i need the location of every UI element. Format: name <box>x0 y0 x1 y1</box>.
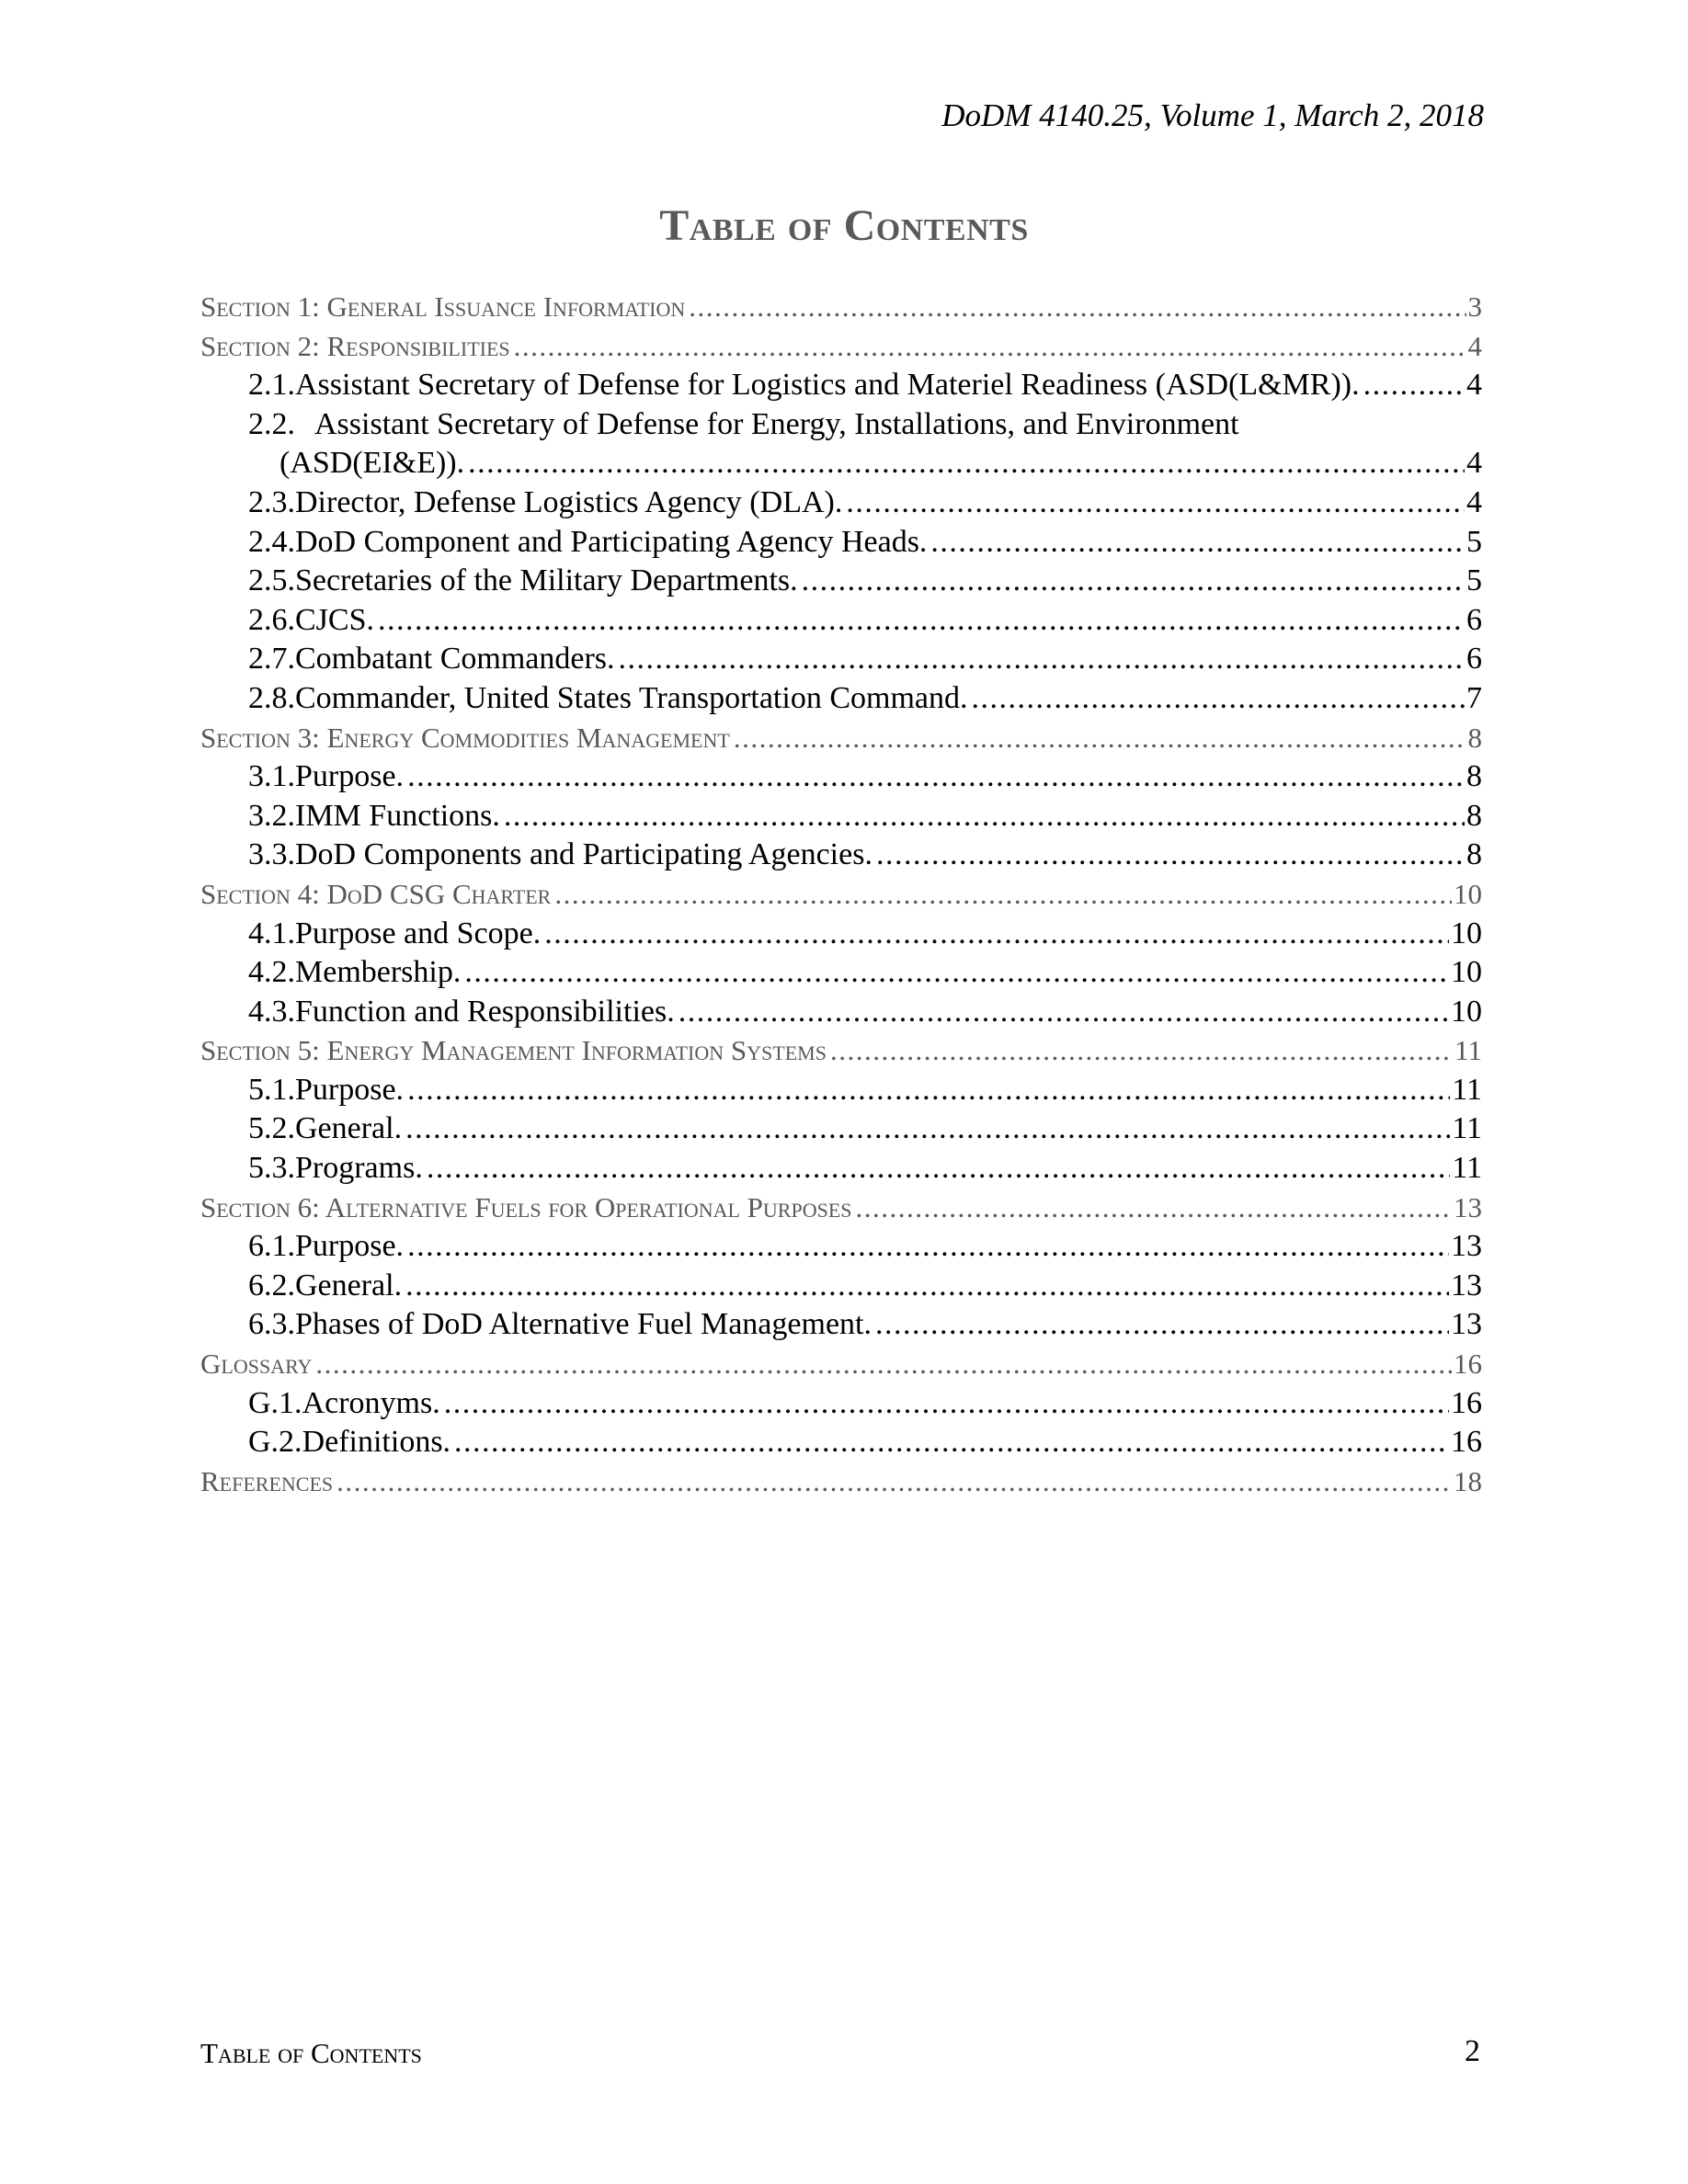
toc-entry-number: 3.2. <box>248 798 295 833</box>
table-of-contents <box>200 288 1482 1501</box>
toc-entry-label: Purpose. <box>295 1229 405 1264</box>
toc-entry-number: 3.1. <box>248 759 295 794</box>
toc-dot-leader <box>427 1149 1450 1189</box>
toc-subsection-entry[interactable] <box>200 993 1482 1032</box>
toc-dot-leader <box>378 601 1465 641</box>
toc-dot-leader <box>336 1462 1452 1502</box>
toc-entry-label: Purpose. <box>295 759 405 794</box>
toc-entry-continuation[interactable] <box>200 444 1482 483</box>
toc-dot-leader <box>554 875 1452 915</box>
toc-dot-leader <box>405 1109 1450 1149</box>
toc-dot-leader <box>846 483 1465 523</box>
toc-subsection-entry[interactable] <box>200 562 1482 601</box>
toc-dot-leader <box>1363 366 1465 405</box>
toc-entry-label: CJCS. <box>295 602 374 637</box>
toc-dot-leader <box>454 1423 1449 1462</box>
toc-page-number: 10 <box>1451 916 1482 950</box>
toc-entry-number: 6.3. <box>248 1307 295 1342</box>
toc-entry-label: Definitions. <box>302 1425 451 1460</box>
toc-entry-label: Purpose. <box>295 1072 405 1107</box>
toc-entry-number: 5.2. <box>248 1111 295 1146</box>
toc-entry-number: 4.3. <box>248 994 295 1029</box>
toc-entry-label: References <box>200 1464 334 1497</box>
toc-subsection-entry[interactable] <box>200 640 1482 679</box>
toc-subsection-entry[interactable] <box>200 405 1482 445</box>
toc-entry-label: (ASD(EI&E)). <box>279 446 465 481</box>
toc-page-number: 8 <box>1466 798 1482 833</box>
toc-entry-number: 2.2. <box>248 406 295 441</box>
toc-entry-label: DoD Component and Participating Agency Heads. <box>295 524 928 559</box>
toc-entry-number: 2.6. <box>248 602 295 637</box>
toc-dot-leader <box>407 1071 1450 1110</box>
toc-page-number: 4 <box>1466 484 1482 519</box>
toc-dot-leader <box>464 953 1449 993</box>
toc-page-number: 11 <box>1452 1151 1482 1186</box>
toc-subsection-entry[interactable] <box>200 523 1482 563</box>
toc-subsection-entry[interactable] <box>200 366 1482 405</box>
toc-entry-label: Function and Responsibilities. <box>295 994 675 1029</box>
toc-page-number: 16 <box>1451 1425 1482 1460</box>
toc-subsection-entry[interactable] <box>200 915 1482 954</box>
toc-subsection-entry[interactable] <box>200 1227 1482 1267</box>
toc-subsection-entry[interactable] <box>200 953 1482 993</box>
toc-entry-label: Programs. <box>295 1151 423 1186</box>
toc-section-entry[interactable] <box>200 1345 1482 1384</box>
toc-page-number: 8 <box>1466 759 1482 794</box>
toc-subsection-entry[interactable] <box>200 1149 1482 1189</box>
toc-entry-label: Glossary <box>200 1348 313 1381</box>
toc-entry-number: 6.1. <box>248 1229 295 1264</box>
toc-subsection-entry[interactable] <box>200 483 1482 523</box>
toc-dot-leader <box>734 719 1466 758</box>
toc-page-number: 13 <box>1454 1190 1482 1223</box>
toc-page-number: 11 <box>1452 1111 1482 1146</box>
toc-entry-number: 6.2. <box>248 1268 295 1302</box>
toc-subsection-entry[interactable] <box>200 601 1482 641</box>
toc-dot-leader <box>444 1384 1449 1424</box>
toc-page-number: 5 <box>1466 524 1482 559</box>
toc-dot-leader <box>315 1345 1452 1384</box>
toc-subsection-entry[interactable] <box>200 1071 1482 1110</box>
toc-entry-label: Section 5: Energy Management Information Systems <box>200 1034 827 1067</box>
toc-section-entry[interactable] <box>200 288 1482 327</box>
toc-subsection-entry[interactable] <box>200 1423 1482 1462</box>
toc-dot-leader <box>876 836 1465 875</box>
toc-page-number: 13 <box>1451 1229 1482 1264</box>
toc-entry-number: 2.7. <box>248 642 295 677</box>
toc-entry-label: Assistant Secretary of Defense for Energy, Installations, and Environment <box>314 406 1239 441</box>
toc-entry-label: Acronyms. <box>302 1385 440 1420</box>
toc-entry-label: Purpose and Scope. <box>295 916 542 950</box>
toc-entry-number: 4.2. <box>248 955 295 990</box>
footer-page-number: 2 <box>1465 2034 1480 2068</box>
toc-entry-label: Commander, United States Transportation Command. <box>295 680 968 715</box>
toc-page-number: 8 <box>1467 721 1482 754</box>
toc-entry-label: Secretaries of the Military Departments. <box>295 563 798 598</box>
toc-dot-leader <box>407 1227 1449 1267</box>
toc-entry-label: Section 2: Responsibilities <box>200 329 510 362</box>
toc-entry-label: General. <box>295 1111 403 1146</box>
toc-entry-number: 2.5. <box>248 563 295 598</box>
toc-page-number: 6 <box>1466 602 1482 637</box>
toc-page-number: 10 <box>1451 994 1482 1029</box>
toc-subsection-entry[interactable] <box>200 836 1482 875</box>
toc-page-number: 5 <box>1466 563 1482 598</box>
toc-section-entry[interactable] <box>200 1189 1482 1228</box>
toc-dot-leader <box>619 640 1465 679</box>
toc-page-number: 10 <box>1454 877 1482 910</box>
toc-section-entry[interactable] <box>200 327 1482 367</box>
toc-page-number: 7 <box>1466 680 1482 715</box>
toc-entry-label: DoD Components and Participating Agencies. <box>295 837 873 872</box>
toc-entry-number: 2.1. <box>248 368 295 403</box>
toc-page-number: 11 <box>1454 1034 1482 1067</box>
toc-page-number: 16 <box>1454 1348 1482 1381</box>
toc-entry-number: 5.3. <box>248 1151 295 1186</box>
toc-dot-leader <box>468 444 1465 483</box>
toc-page-number: 13 <box>1451 1307 1482 1342</box>
toc-entry-number: G.1. <box>248 1385 302 1420</box>
toc-dot-leader <box>504 797 1465 836</box>
toc-subsection-entry[interactable] <box>200 1267 1482 1306</box>
toc-entry-label: IMM Functions. <box>295 798 500 833</box>
toc-entry-label: Section 1: General Issuance Information <box>200 290 686 323</box>
toc-dot-leader <box>802 562 1465 601</box>
toc-dot-leader <box>689 288 1466 327</box>
toc-page-number: 16 <box>1451 1385 1482 1420</box>
toc-entry-number: 5.1. <box>248 1072 295 1107</box>
toc-entry-number: G.2. <box>248 1425 302 1460</box>
toc-entry-number: 3.3. <box>248 837 295 872</box>
toc-page-number: 10 <box>1451 955 1482 990</box>
toc-section-entry[interactable] <box>200 1031 1482 1071</box>
toc-entry-label: Membership. <box>295 955 462 990</box>
toc-dot-leader <box>830 1031 1453 1071</box>
toc-dot-leader <box>971 679 1465 719</box>
toc-subsection-entry[interactable] <box>200 1384 1482 1424</box>
toc-page-number: 8 <box>1466 837 1482 872</box>
toc-subsection-entry[interactable] <box>200 797 1482 836</box>
toc-entry-number: 2.4. <box>248 524 295 559</box>
toc-subsection-entry[interactable] <box>200 679 1482 719</box>
toc-subsection-entry[interactable] <box>200 1305 1482 1345</box>
toc-dot-leader <box>407 757 1465 797</box>
toc-dot-leader <box>679 993 1449 1032</box>
toc-page-number: 3 <box>1467 290 1482 323</box>
toc-page-number: 4 <box>1466 446 1482 481</box>
toc-dot-leader <box>930 523 1465 563</box>
toc-entry-label: Director, Defense Logistics Agency (DLA). <box>295 484 843 519</box>
toc-entry-label: General. <box>295 1268 403 1302</box>
toc-page-number: 4 <box>1466 368 1482 403</box>
toc-entry-label: Section 6: Alternative Fuels for Operational Purposes <box>200 1190 852 1223</box>
toc-entry-number: 2.3. <box>248 484 295 519</box>
toc-entry-label: Phases of DoD Alternative Fuel Management. <box>295 1307 872 1342</box>
toc-page-number: 18 <box>1454 1464 1482 1497</box>
toc-page-number: 13 <box>1451 1268 1482 1302</box>
toc-page-number: 4 <box>1467 329 1482 362</box>
toc-dot-leader <box>875 1305 1449 1345</box>
toc-dot-leader <box>514 327 1466 367</box>
toc-subsection-entry[interactable] <box>200 1109 1482 1149</box>
page-title: Table of Contents <box>659 201 1029 250</box>
toc-dot-leader <box>856 1189 1452 1228</box>
toc-section-entry[interactable] <box>200 875 1482 915</box>
toc-entry-label: Section 4: DoD CSG Charter <box>200 877 552 910</box>
toc-entry-number: 4.1. <box>248 916 295 950</box>
toc-dot-leader <box>544 915 1449 954</box>
toc-page-number: 6 <box>1466 642 1482 677</box>
toc-dot-leader <box>405 1267 1449 1306</box>
toc-page-number: 11 <box>1452 1072 1482 1107</box>
footer-section-title: Table of Contents <box>200 2037 422 2069</box>
toc-section-entry[interactable] <box>200 719 1482 758</box>
toc-entry-number: 2.8. <box>248 680 295 715</box>
toc-section-entry[interactable] <box>200 1462 1482 1502</box>
toc-subsection-entry[interactable] <box>200 757 1482 797</box>
toc-entry-label: Assistant Secretary of Defense for Logistics and Materiel Readiness (ASD(L&MR)). <box>295 368 1360 403</box>
toc-entry-label: Section 3: Energy Commodities Management <box>200 721 730 754</box>
toc-entry-label: Combatant Commanders. <box>295 642 615 677</box>
running-head: DoDM 4140.25, Volume 1, March 2, 2018 <box>941 97 1484 133</box>
